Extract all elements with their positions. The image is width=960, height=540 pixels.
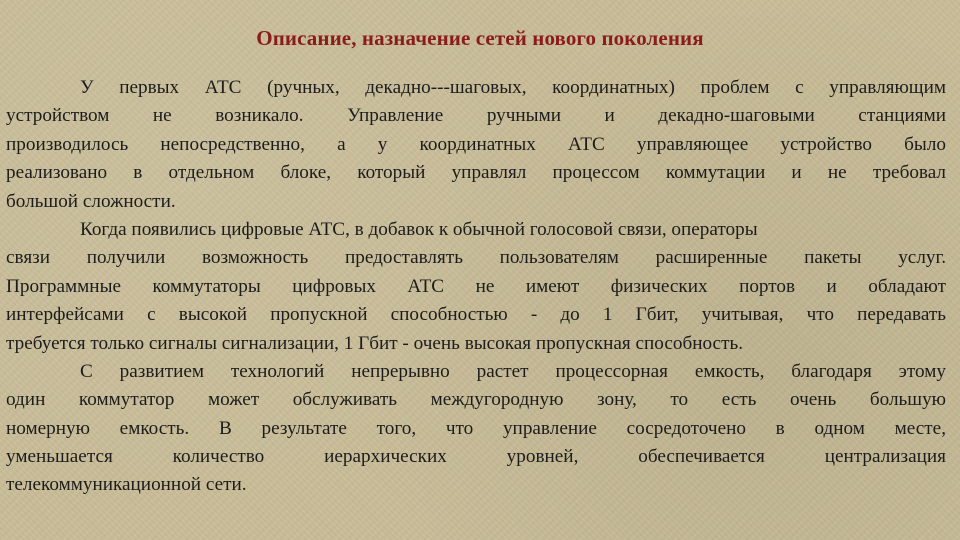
paragraph-2-line-1: Когда появились цифровые АТС, в добавок к обычной голосовой связи, операторы [80, 218, 758, 240]
paragraph-1-line-2: устройством не возникало. Управление ручными и декадно-шаговыми станциями [6, 105, 946, 127]
slide-body-text [6, 74, 946, 500]
paragraph-3-line-3: номерную емкость. В результате того, что управление сосредоточено в одном месте, [6, 417, 946, 439]
paragraph-1-line-5: большой сложности. [6, 190, 176, 212]
paragraph-2-line-5: требуется только сигналы сигнализации, 1 Гбит - очень высокая пропускная способность. [6, 332, 744, 354]
paragraph-3-line-1: С развитием технологий непрерывно растет процессорная емкость, благодаря этому [80, 360, 946, 382]
paragraph-1-line-4: реализовано в отдельном блоке, который управлял процессом коммутации и не требовал [6, 162, 946, 184]
paragraph-2-line-2: связи получили возможность предоставлять пользователям расширенные пакеты услуг. [6, 247, 946, 269]
paragraph-3-line-5: телекоммуникационной сети. [6, 474, 247, 496]
paragraph-1-line-1: У первых АТС (ручных, декадно---шаговых, координатных) проблем с управляющим [80, 77, 946, 98]
slide-title: Описание, назначение сетей нового поколения [256, 26, 704, 50]
paragraph-2-line-3: Программные коммутаторы цифровых АТС не имеют физических портов и обладают [6, 275, 946, 297]
paragraph-2-line-4: интерфейсами с высокой пропускной способностью - до 1 Гбит, учитывая, что передавать [6, 304, 946, 326]
paragraph-3-line-2: один коммутатор может обслуживать междугородную зону, то есть очень большую [6, 389, 946, 411]
paragraph-1-line-3: производилось непосредственно, а у координатных АТС управляющее устройство было [6, 133, 946, 155]
paragraph-3-line-4: уменьшается количество иерархических уровней, обеспечивается централизация [6, 446, 946, 468]
